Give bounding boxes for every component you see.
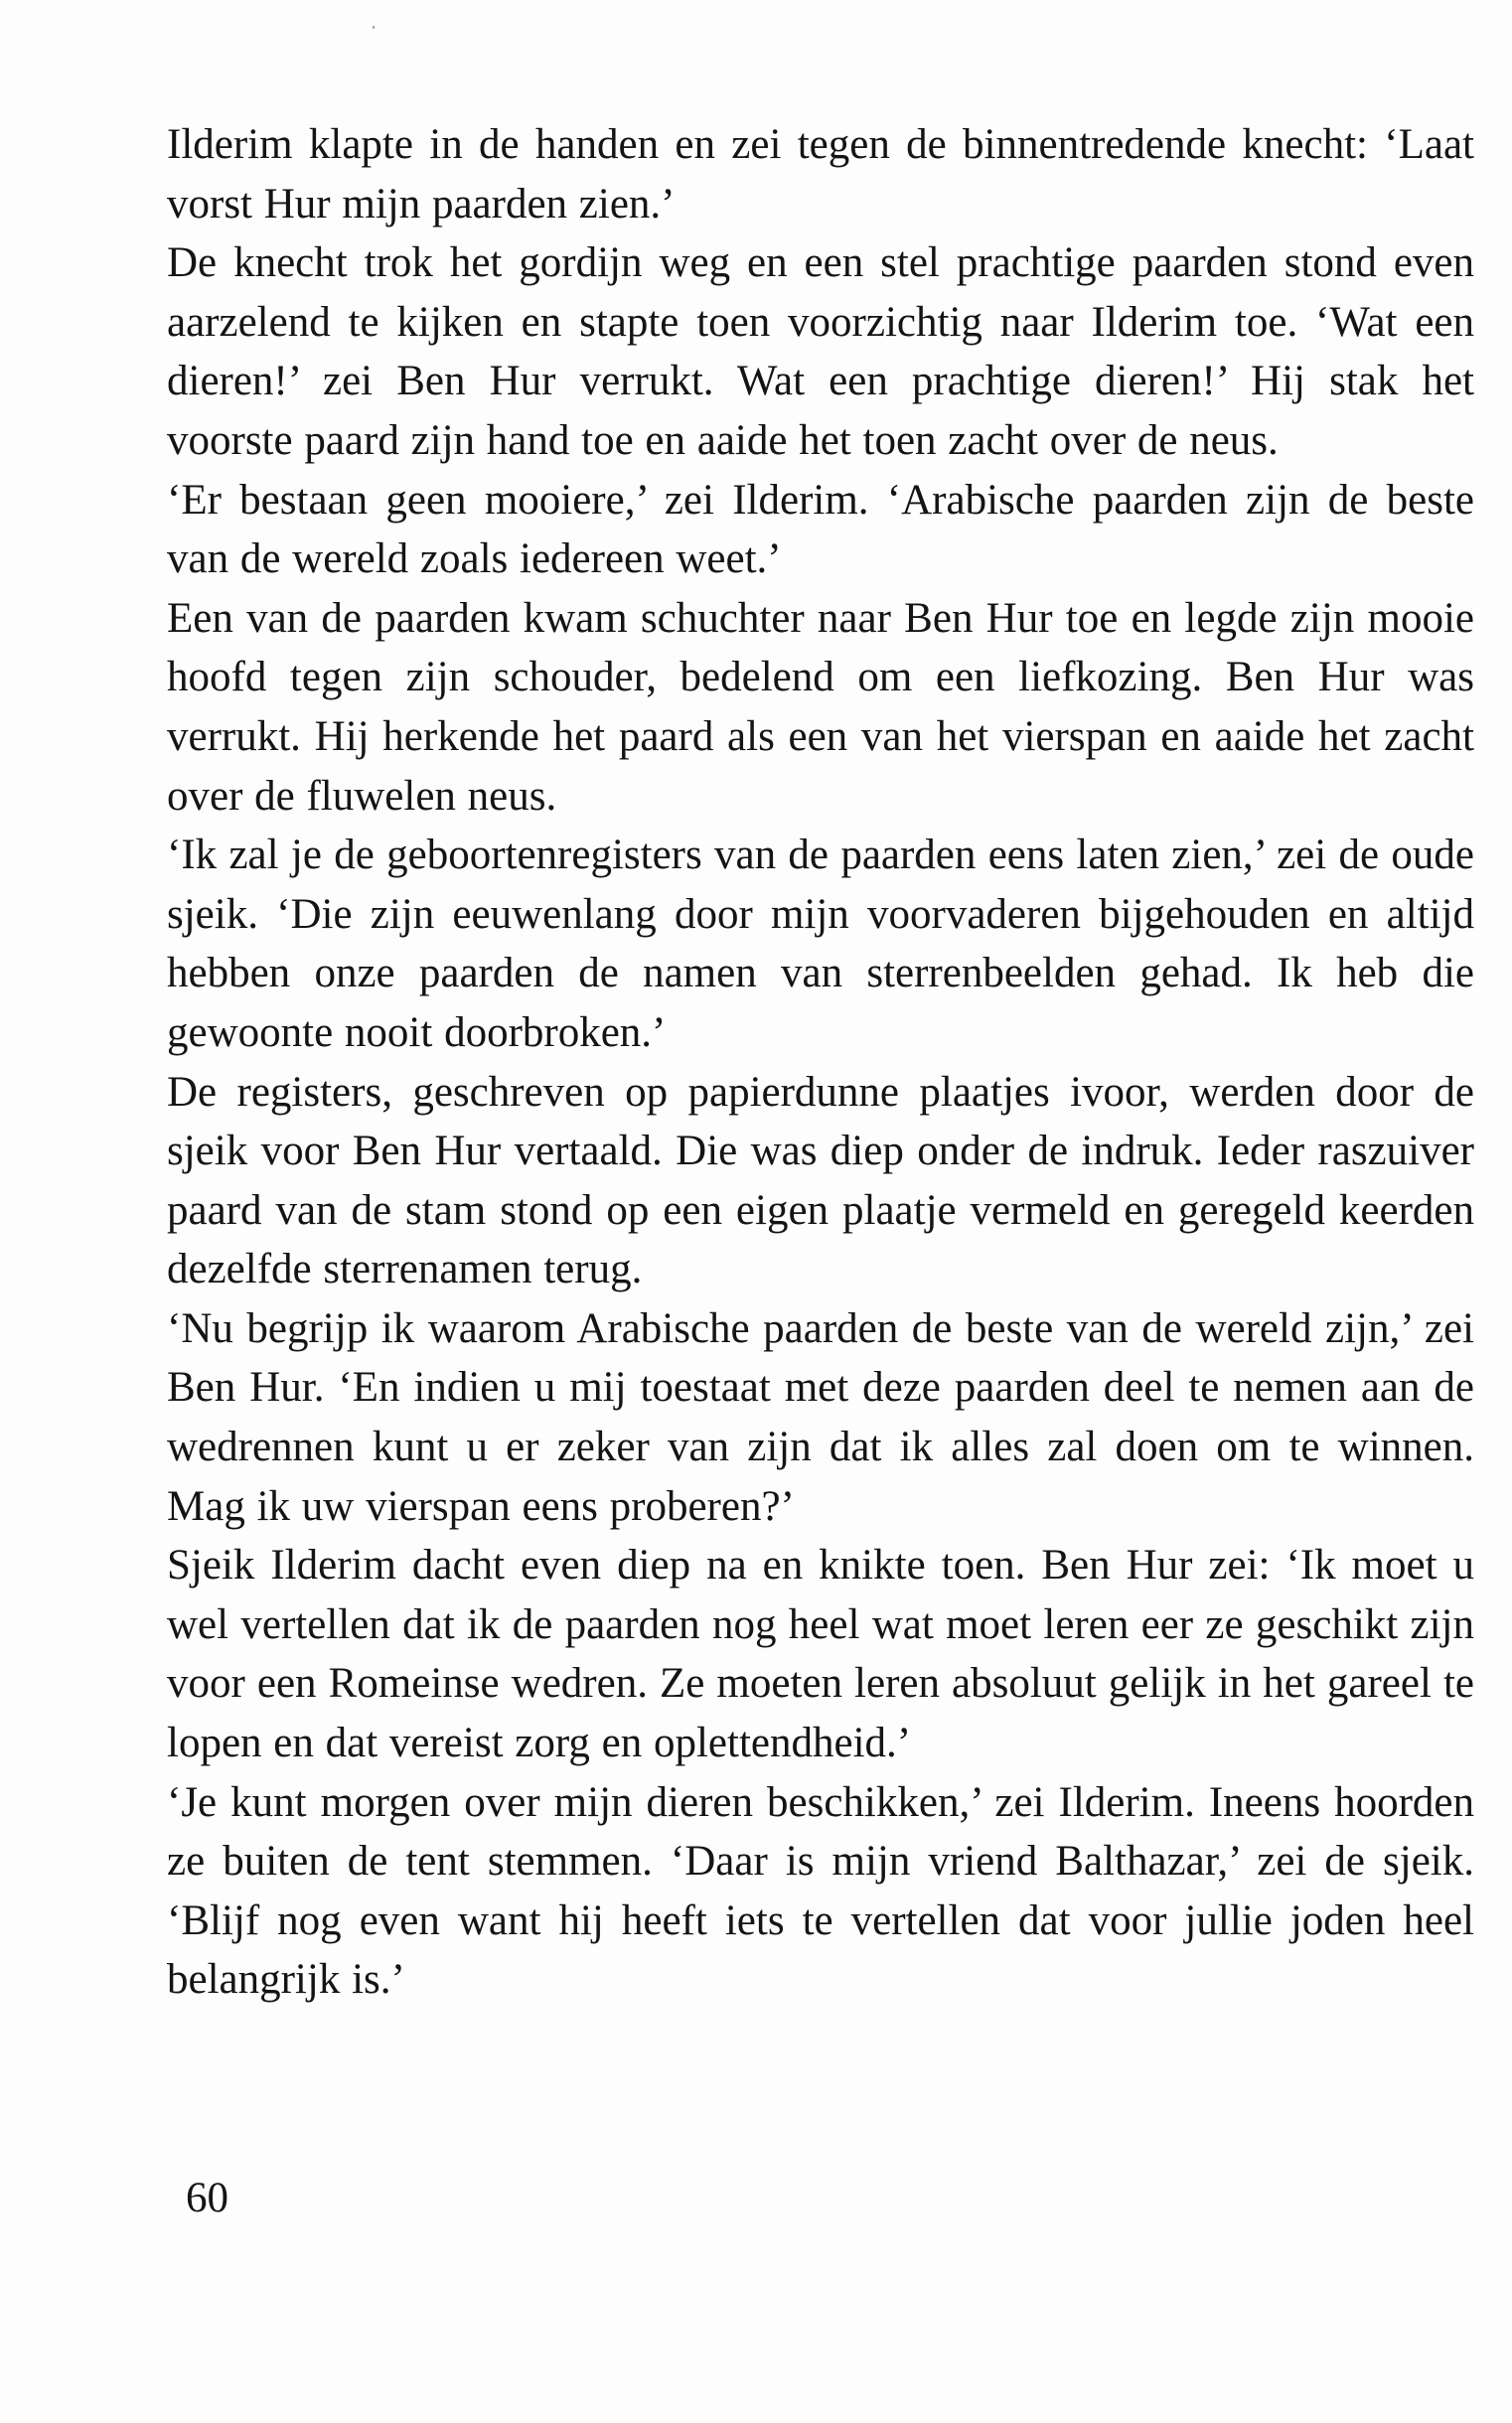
paragraph: De knecht trok het gordijn weg en een stel prachtige paarden stond even aarzelend te kijken en stapte toen voorzichtig naar Ilderim toe. ‘Wat een dieren!’ zei Ben Hur verrukt. Wat een prachtige dieren!’ Hij stak het voorste paard zijn hand toe en aaide het toen zacht over de neus.	[167, 239, 1474, 464]
paragraph: Een van de paarden kwam schuchter naar Ben Hur toe en legde zijn mooie hoofd tegen zijn schouder, bedelend om een liefkozing. Ben Hur was verrukt. Hij herkende het paard als een van het vierspan en aaide het zacht over de fluwelen neus.	[167, 594, 1474, 820]
paragraph: ‘Nu begrijp ik waarom Arabische paarden de beste van de wereld zijn,’ zei Ben Hur. ‘En indien u mij toestaat met deze paarden deel te nemen aan de wedrennen kunt u er zeker van zijn dat ik alles zal doen om te winnen. Mag ik uw vierspan eens proberen?’	[167, 1304, 1474, 1530]
page-number: 60	[186, 2175, 228, 2221]
paragraph: De registers, geschreven op papierdunne plaatjes ivoor, werden door de sjeik voor Ben Hur vertaald. Die was diep onder de indruk. Ieder raszuiver paard van de stam stond op een eigen plaatje vermeld en geregeld keerden dezelfde sterrenamen terug.	[167, 1068, 1474, 1293]
paragraph: Ilderim klapte in de handen en zei tegen de binnentredende knecht: ‘Laat vorst Hur mijn paarden zien.’	[167, 121, 1474, 227]
paragraph: Sjeik Ilderim dacht even diep na en knikte toen. Ben Hur zei: ‘Ik moet u wel vertellen dat ik de paarden nog heel wat moet leren eer ze geschikt zijn voor een Romeinse wedren. Ze moeten leren absoluut gelijk in het gareel te lopen en dat vereist zorg en oplettendheid.’	[167, 1542, 1474, 1767]
scan-speck	[373, 26, 375, 29]
paragraph: ‘Er bestaan geen mooiere,’ zei Ilderim. ‘Arabische paarden zijn de beste van de wereld zoals iedereen weet.’	[167, 476, 1474, 583]
body-text	[167, 115, 1474, 2010]
paragraph: ‘Je kunt morgen over mijn dieren beschikken,’ zei Ilderim. Ineens hoorden ze buiten de tent stemmen. ‘Daar is mijn vriend Balthazar,’ zei de sjeik. ‘Blijf nog even want hij heeft iets te vertellen dat voor jullie joden heel belangrijk is.’	[167, 1778, 1474, 2004]
paragraph: ‘Ik zal je de geboortenregisters van de paarden eens laten zien,’ zei de oude sjeik. ‘Die zijn eeuwenlang door mijn voorvaderen bijgehouden en altijd hebben onze paarden de namen van sterrenbeelden gehad. Ik heb die gewoonte nooit doorbroken.’	[167, 832, 1474, 1056]
